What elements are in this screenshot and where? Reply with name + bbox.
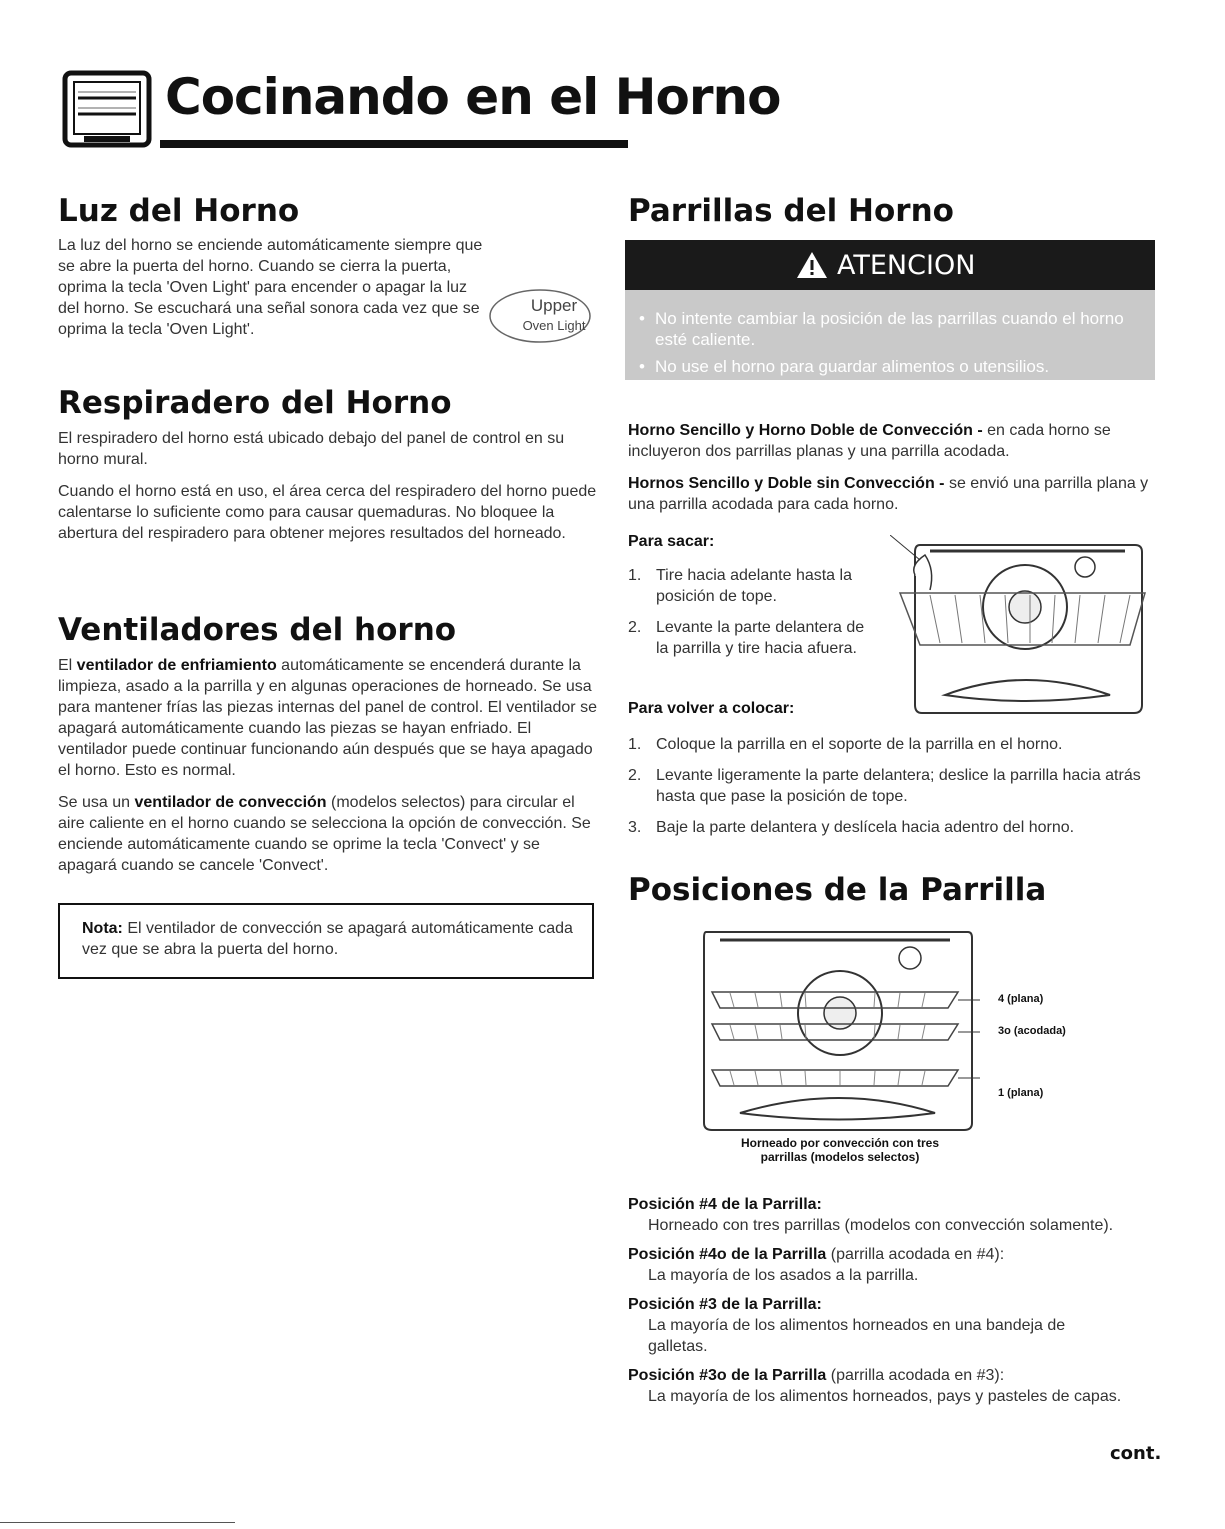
- position-head: Posición #4 de la Parrilla:: [628, 1196, 822, 1213]
- position-text: La mayoría de los alimentos horneados, pays y pasteles de capas.: [648, 1388, 1122, 1405]
- continued-label: cont.: [1110, 1443, 1162, 1464]
- oven-light-key-upper: Upper: [530, 296, 578, 315]
- text-run: se envió una parrilla plana y una parrilla acodada para cada horno.: [628, 475, 1149, 513]
- position-extra: (parrilla acodada en #4):: [826, 1246, 1005, 1263]
- text-run: (modelos selectos) para circular el aire caliente en el horno cuando se selecciona la opción de convección. Se enciende automáticamente cuando se oprime la tecla 'Convect' y se apagará cuando se cancele 'Convect'.: [58, 794, 591, 874]
- parrillas-p2: [628, 473, 1153, 515]
- position-text: La mayoría de los asados a la parrilla.: [648, 1267, 919, 1284]
- rack-positions-illustration: [700, 928, 980, 1138]
- section-title-ventiladores: Ventiladores del horno: [58, 612, 457, 648]
- section-title-luz: Luz del Horno: [58, 193, 300, 229]
- step-text: Coloque la parrilla en el soporte de la parrilla en el horno.: [656, 736, 1063, 753]
- warning-item-text: No use el horno para guardar alimentos o utensilios.: [655, 357, 1050, 376]
- step-item: 2. Levante ligeramente la parte delantera; deslice la parrilla hacia atrás hasta que pase la posición de tope.: [628, 767, 1141, 805]
- warning-item: • No use el horno para guardar alimentos o utensilios.: [639, 357, 1050, 376]
- caption-line: parrillas (modelos selectos): [760, 1150, 920, 1164]
- replace-steps: [628, 734, 1148, 848]
- note-body: El ventilador de convección se apagará automáticamente cada vez que se abra la puerta del horno.: [82, 920, 573, 958]
- rack-label-4: 4 (plana): [998, 993, 1044, 1005]
- positions-list: [628, 1194, 1158, 1407]
- position-extra: (parrilla acodada en #3):: [826, 1367, 1005, 1384]
- bold-term: ventilador de convección: [134, 794, 327, 811]
- oven-light-key-lower: Oven Light: [522, 318, 586, 333]
- ventiladores-p1: [58, 655, 598, 781]
- bold-term: Horno Sencillo y Horno Doble de Convección -: [628, 422, 983, 439]
- text-run: automáticamente se encenderá durante la limpieza, asado a la parrilla y en algunas operaciones de horneado. Se usa para mantener frías las piezas internas del panel de control. El ventilador se apagará automáticamente cuando las piezas se hayan enfriado. El ventilador puede continuar funcionando aún después que se haya apagado el horno. Esto es normal.: [58, 657, 597, 779]
- warning-title: ATENCION: [837, 250, 976, 281]
- page-title: Cocinando en el Horno: [165, 68, 781, 126]
- parrillas-body: [628, 420, 1153, 526]
- remove-steps: [628, 565, 873, 669]
- position-head: Posición #3o de la Parrilla: [628, 1367, 827, 1384]
- section-title-parrillas: Parrillas del Horno: [628, 193, 954, 229]
- replace-title: Para volver a colocar:: [628, 700, 795, 717]
- step-text: Levante la parte delantera de la parrilla y tire hacia afuera.: [656, 619, 865, 657]
- position-item: [628, 1294, 1158, 1357]
- footer-rule: [0, 1522, 235, 1523]
- ventiladores-p2: [58, 792, 598, 876]
- warning-list: [635, 308, 1145, 377]
- warning-header: [625, 240, 1155, 290]
- warning-item-text: No intente cambiar la posición de las parrillas cuando el horno esté caliente.: [655, 309, 1124, 349]
- position-head: Posición #3 de la Parrilla:: [628, 1296, 822, 1313]
- text-run: en cada horno se incluyeron dos parrillas planas y una parrilla acodada.: [628, 422, 1111, 460]
- position-item: [628, 1365, 1158, 1407]
- respiradero-p1: El respiradero del horno está ubicado debajo del panel de control en su horno mural.: [58, 430, 565, 468]
- position-item: [628, 1244, 1158, 1286]
- section-title-respiradero: Respiradero del Horno: [58, 385, 452, 421]
- ventiladores-body: [58, 655, 598, 887]
- step-item: 2. Levante la parte delantera de la parrilla y tire hacia afuera.: [628, 619, 865, 657]
- rack-removal-illustration: [890, 535, 1155, 725]
- rack-label-1: 1 (plana): [998, 1087, 1044, 1099]
- warning-body: [625, 290, 1155, 380]
- step-item: 1. Coloque la parrilla en el soporte de la parrilla en el horno.: [628, 736, 1063, 753]
- note-label: Nota:: [82, 920, 123, 937]
- oven-icon: [62, 70, 152, 157]
- rack-label-3o: 3o (acodada): [998, 1025, 1066, 1037]
- section-title-posiciones: Posiciones de la Parrilla: [628, 872, 1047, 908]
- step-text: Tire hacia adelante hasta la posición de tope.: [656, 567, 852, 605]
- figure-caption: [690, 1136, 990, 1164]
- bold-term: Hornos Sencillo y Doble sin Convección -: [628, 475, 945, 492]
- step-item: 1. Tire hacia adelante hasta la posición de tope.: [628, 567, 852, 605]
- respiradero-p2: Cuando el horno está en uso, el área cerca del respiradero del horno puede calentarse lo suficiente como para causar quemaduras. No bloquee la abertura del respiradero para obtener mejores resultados del horneado.: [58, 483, 597, 542]
- luz-text: La luz del horno se enciende automáticamente siempre que se abre la puerta del horno. Cuando se cierra la puerta, oprima la tecla 'Oven Light' para encender o apagar la luz del horno. Se escuchará una señal sonora cada vez que se oprima la tecla 'Oven Light'.: [58, 237, 483, 338]
- position-item: [628, 1194, 1158, 1236]
- parrillas-p1: [628, 420, 1153, 462]
- title-rule: [160, 140, 628, 148]
- warning-item: • No intente cambiar la posición de las parrillas cuando el horno esté caliente.: [639, 309, 1124, 349]
- text-run: Se usa un: [58, 794, 135, 811]
- step-text: Levante ligeramente la parte delantera; deslice la parrilla hacia atrás hasta que pase la posición de tope.: [656, 767, 1141, 805]
- position-text: Horneado con tres parrillas (modelos con convección solamente).: [648, 1217, 1114, 1234]
- position-head: Posición #4o de la Parrilla: [628, 1246, 827, 1263]
- step-item: 3. Baje la parte delantera y deslícela hacia adentro del horno.: [628, 819, 1075, 836]
- position-text: La mayoría de los alimentos horneados en una bandeja de galletas.: [648, 1317, 1066, 1355]
- caption-line: Horneado por convección con tres: [740, 1136, 940, 1150]
- text-run: El: [58, 657, 77, 674]
- bold-term: ventilador de enfriamiento: [76, 657, 277, 674]
- respiradero-body: [58, 428, 598, 555]
- warning-triangle-icon: [795, 250, 829, 285]
- remove-title: Para sacar:: [628, 533, 715, 550]
- step-text: Baje la parte delantera y deslícela hacia adentro del horno.: [656, 819, 1075, 836]
- note-text: [82, 918, 582, 960]
